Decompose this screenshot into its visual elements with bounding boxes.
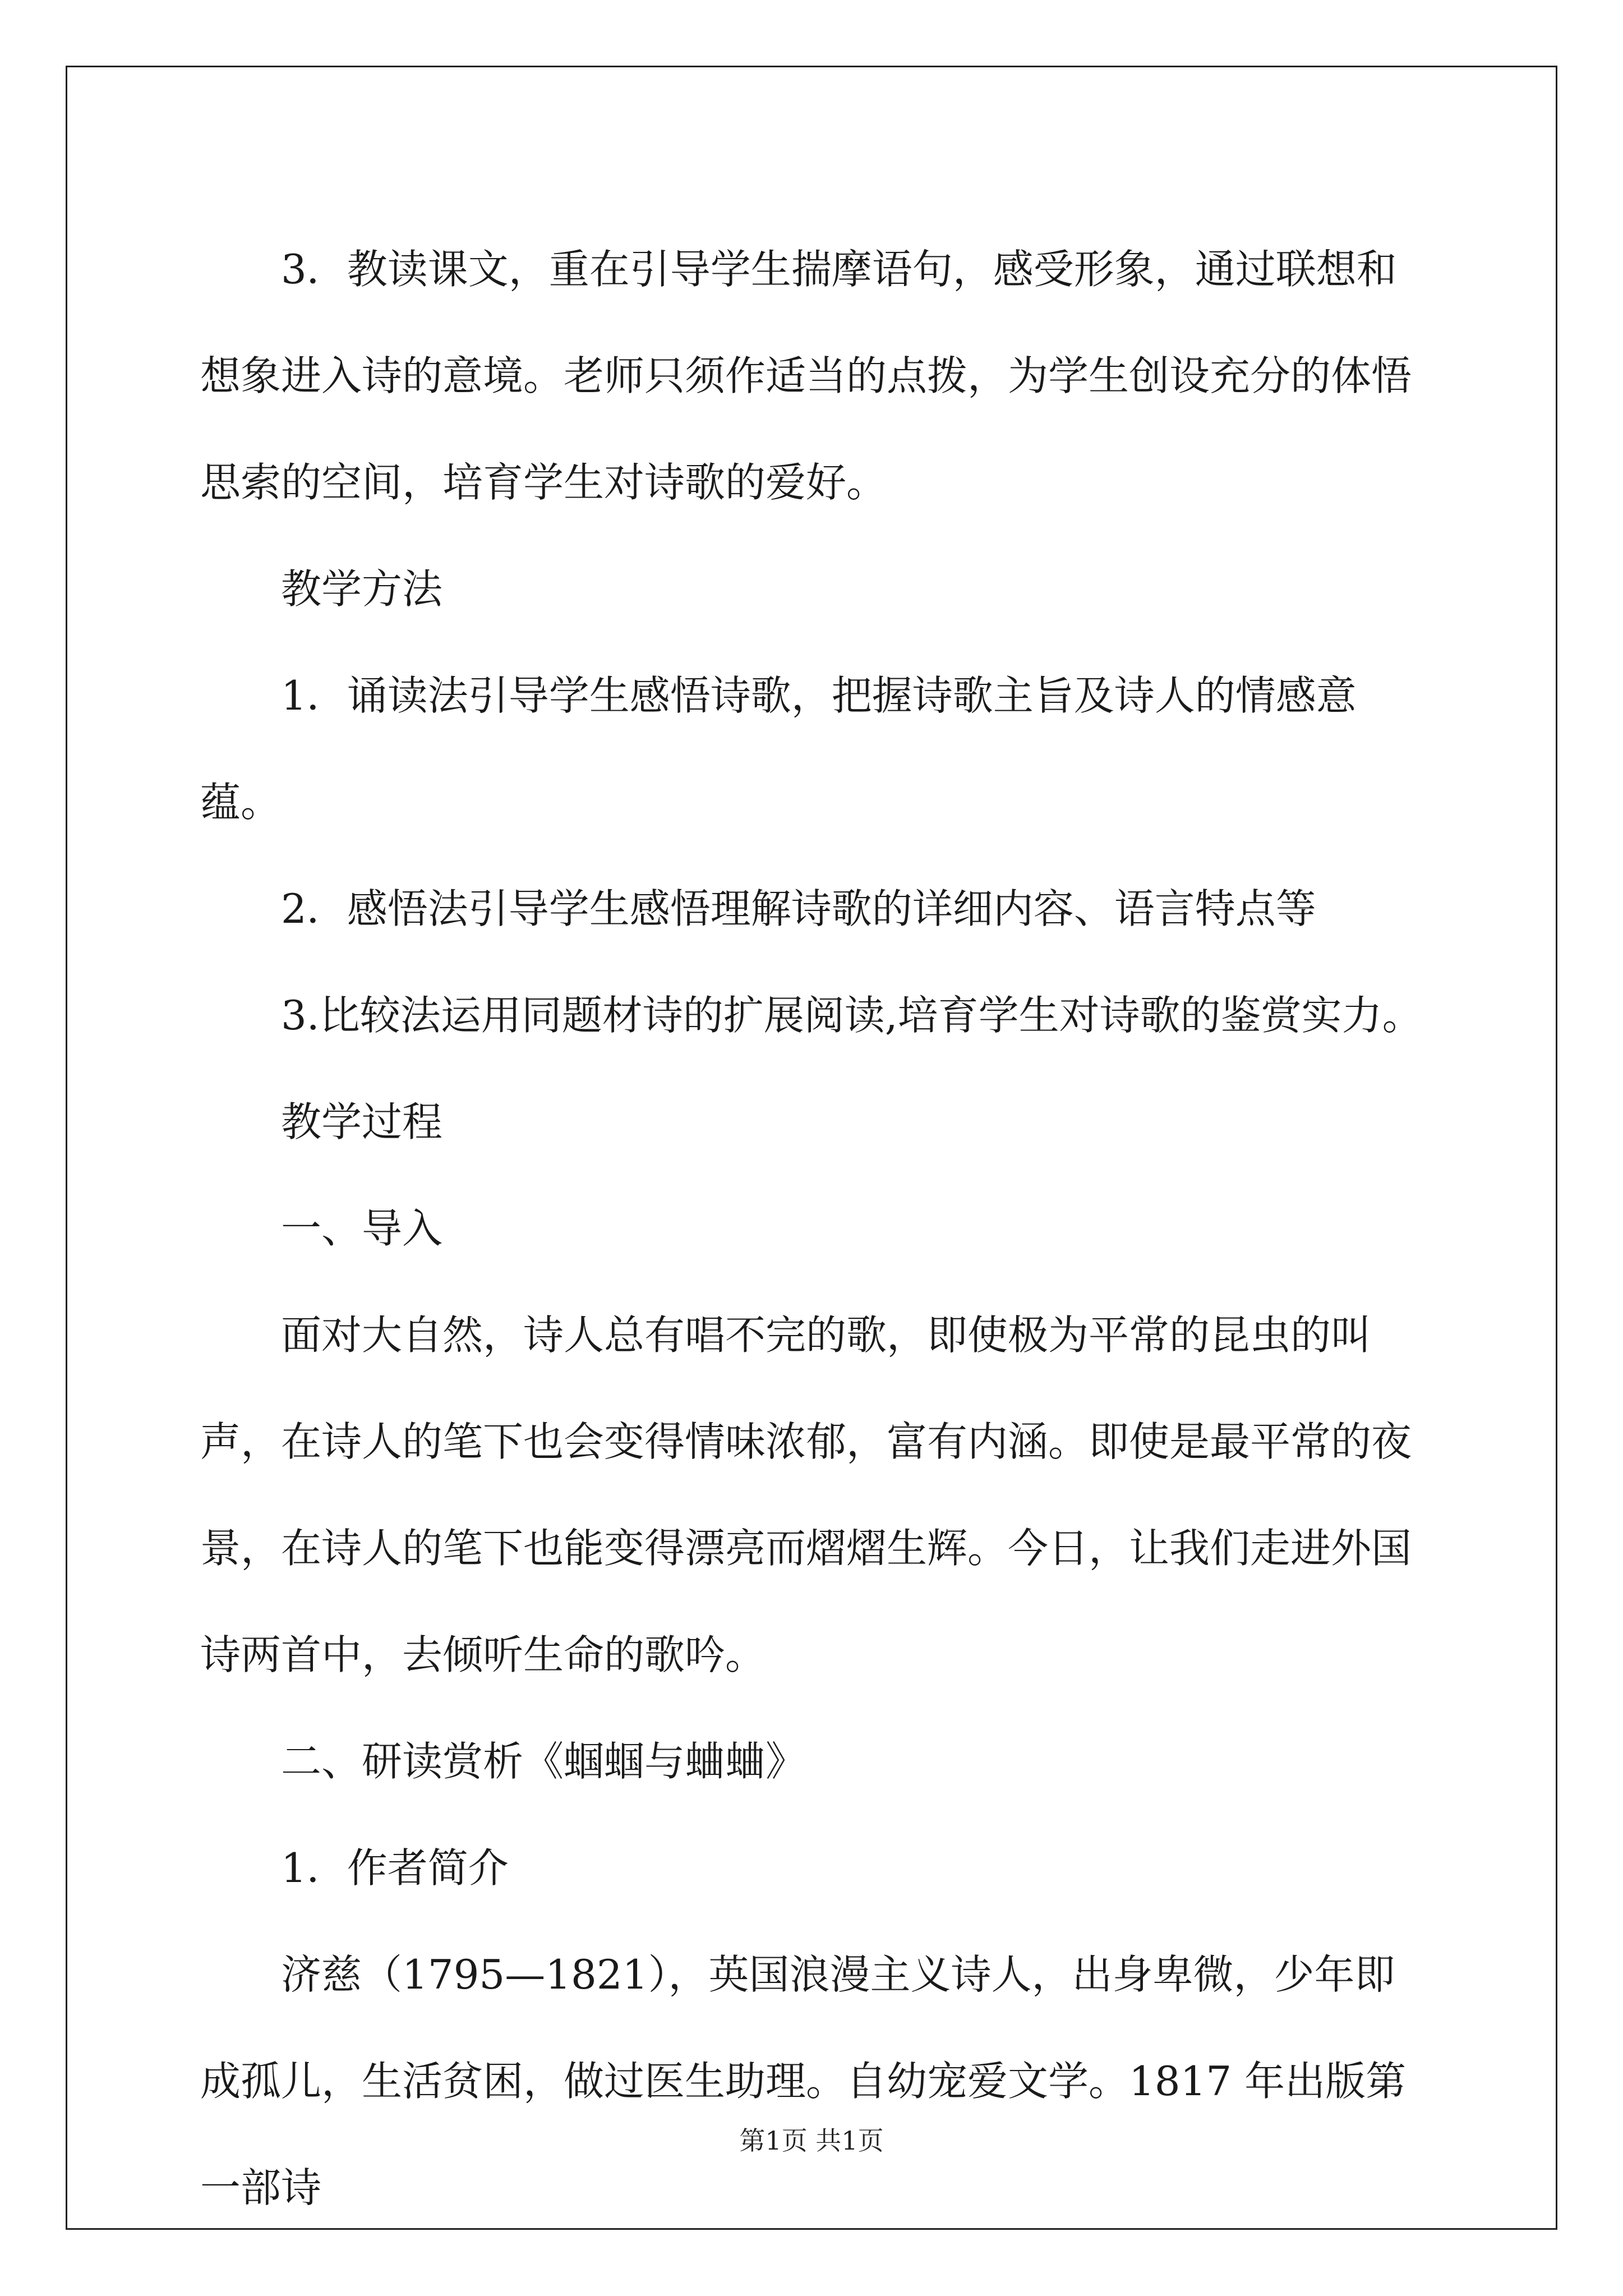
paragraph-method-2: 2．感悟法引导学生感悟理解诗歌的详细内容、语言特点等 (281, 885, 1316, 932)
heading-author-intro: 1．作者简介 (281, 1844, 509, 1892)
heading-introduction: 一、导入 (281, 1205, 443, 1252)
page-footer: 第1页 共1页 (739, 2125, 884, 2156)
paragraph-author-bio: 济慈（1795—1821），英国浪漫主义诗人，出身卑微，少年即成孤儿，生活贫困，做过医生助理。自幼宠爱文学。1817 年出版第一部诗 (200, 1951, 1407, 2211)
heading-study-analysis: 二、研读赏析《蝈蝈与蛐蛐》 (281, 1738, 806, 1785)
heading-teaching-methods: 教学方法 (281, 565, 443, 613)
paragraph-teaching-goal-3: 3．教读课文，重在引导学生揣摩语句，感受形象，通过联想和想象进入诗的意境。老师只须作适当的点拨，为学生创设充分的体悟思索的空间，培育学生对诗歌的爱好。 (200, 246, 1412, 506)
document-body (200, 216, 1434, 2241)
paragraph-introduction: 面对大自然，诗人总有唱不完的歌，即使极为平常的昆虫的叫声，在诗人的笔下也会变得情味浓郁，富有内涵。即使是最平常的夜景，在诗人的笔下也能变得漂亮而熠熠生辉。今日，让我们走进外国诗两首中，去倾听生命的歌吟。 (200, 1312, 1412, 1678)
heading-teaching-process: 教学过程 (281, 1098, 443, 1145)
paragraph-method-1: 1．诵读法引导学生感悟诗歌，把握诗歌主旨及诗人的情感意蕴。 (200, 672, 1357, 826)
paragraph-method-3: 3.比较法运用同题材诗的扩展阅读,培育学生对诗歌的鉴赏实力。 (281, 992, 1423, 1039)
